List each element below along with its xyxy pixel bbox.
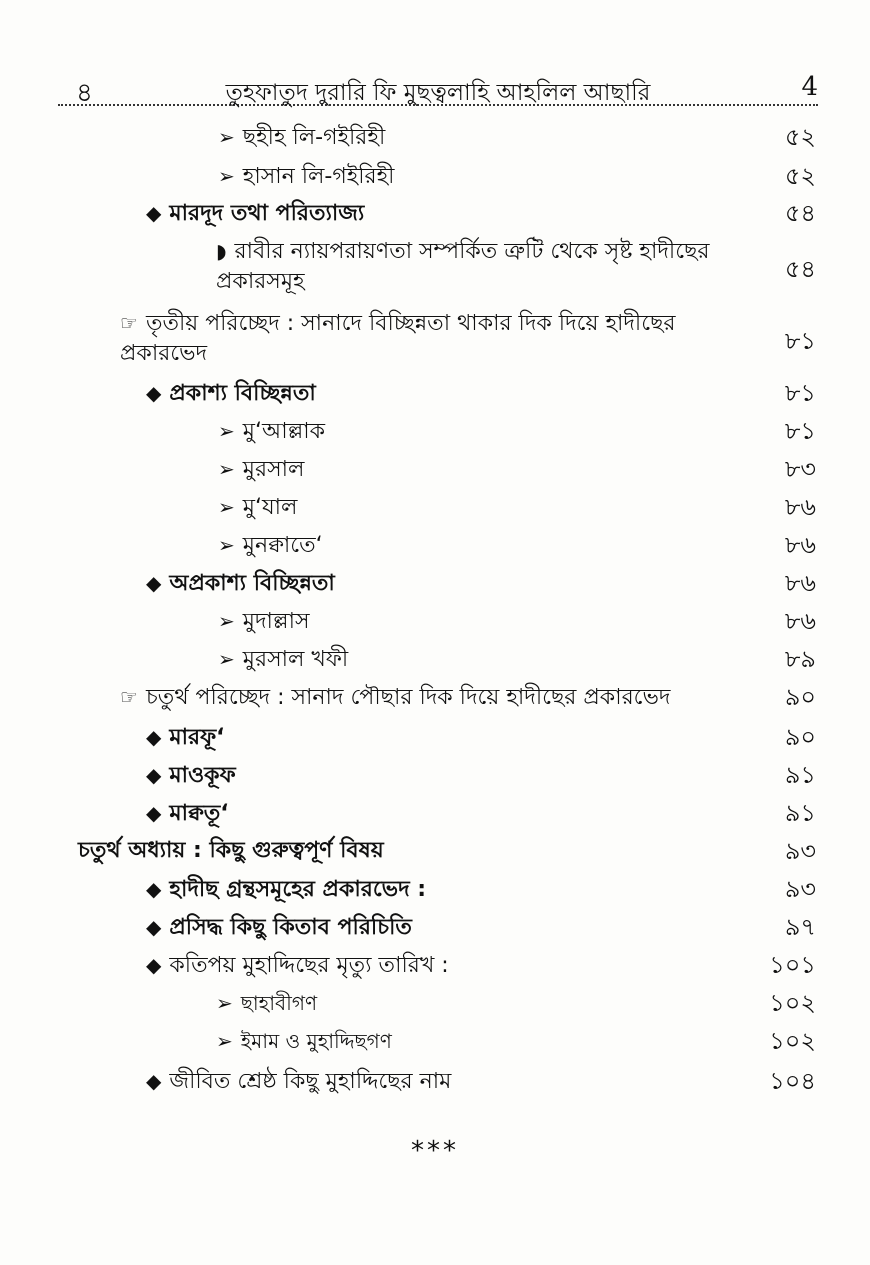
arrow-icon: ➢ xyxy=(218,419,235,443)
diamond-icon: ◆ xyxy=(146,953,162,977)
toc-page-number: ৯০ xyxy=(784,683,816,711)
toc-entry-text: ছাহাবীগণ xyxy=(240,991,318,1015)
diamond-icon: ◆ xyxy=(146,381,162,405)
toc-page-number: ৮৬ xyxy=(784,569,816,597)
diamond-icon: ◆ xyxy=(146,801,162,825)
diamond-icon: ◆ xyxy=(146,1069,162,1093)
toc-page-number: ৮৬ xyxy=(784,493,816,521)
toc-entry-text: মুরসাল খফী xyxy=(242,647,349,672)
toc-page-number: ৮৯ xyxy=(784,645,816,673)
hand-icon: ☞ xyxy=(120,685,138,709)
toc-page-number: ৮১ xyxy=(784,379,816,407)
diamond-icon: ◆ xyxy=(146,915,162,939)
toc-entry-text: অপ্রকাশ্য বিচ্ছিন্নতা xyxy=(169,571,335,596)
page-number-bengali: ৪ xyxy=(76,78,93,108)
arrow-icon: ➢ xyxy=(218,125,235,149)
toc-entry-text: মাওকূফ xyxy=(169,763,236,788)
arrow-icon: ➢ xyxy=(218,495,235,519)
toc-page-number: ৫৪ xyxy=(784,199,816,227)
arrow-icon: ➢ xyxy=(216,991,233,1015)
toc-page-number: ৮১ xyxy=(784,327,816,355)
toc-page-number: ১০২ xyxy=(769,989,816,1017)
toc-page-number: ৯৩ xyxy=(784,875,816,903)
arrow-icon: ➢ xyxy=(218,609,235,633)
toc-entry-text: তৃতীয় পরিচ্ছেদ : সানাদে বিচ্ছিন্নতা থাকার দিক দিয়ে হাদীছের প্রকারভেদ xyxy=(120,311,676,366)
arrow-icon: ➢ xyxy=(216,1029,233,1053)
diamond-icon: ◆ xyxy=(146,725,162,749)
diamond-icon: ◆ xyxy=(146,877,162,901)
toc-entry-text: ইমাম ও মুহাদ্দিছগণ xyxy=(240,1029,392,1053)
toc-entry-text: হাদীছ গ্রন্থসমূহের প্রকারভেদ : xyxy=(169,877,427,902)
toc-entry-text: মাক্বতূ‘ xyxy=(169,801,229,826)
toc-page-number: ৯১ xyxy=(784,799,816,827)
running-title: তুহফাতুদ দুরারি ফি মুছত্বলাহি আহলিল আছারি xyxy=(225,80,651,106)
hand-icon: ☞ xyxy=(120,311,138,335)
toc-entry-text: ছহীহ লি-গইরিহী xyxy=(242,125,386,150)
toc-page-number: ৯১ xyxy=(784,761,816,789)
toc-entry-text: চতুর্থ পরিচ্ছেদ : সানাদ পৌছার দিক দিয়ে হাদীছের প্রকারভেদ xyxy=(145,685,671,710)
toc-page-number: ১০১ xyxy=(769,951,816,979)
arrow-icon: ➢ xyxy=(218,533,235,557)
toc-entry-text: মারফূ‘ xyxy=(169,725,225,750)
arrow-icon: ➢ xyxy=(218,164,235,188)
toc-page-number: ৫২ xyxy=(784,162,816,190)
page-number-latin: 4 xyxy=(801,72,818,102)
diamond-icon: ◆ xyxy=(146,571,162,595)
toc-entry-text: মু‘আল্লাক xyxy=(242,419,326,444)
toc-entry-text: রাবীর ন্যায়পরায়ণতা সম্পর্কিত ত্রুটি থেকে সৃষ্ট হাদীছের প্রকারসমূহ xyxy=(216,239,710,294)
toc-entry-text: মারদূদ তথা পরিত্যাজ্য xyxy=(169,201,365,226)
diamond-icon: ◆ xyxy=(146,763,162,787)
toc-entry-text: কতিপয় মুহাদ্দিছের মৃত্যু তারিখ : xyxy=(169,953,449,978)
toc-page-number: ১০৪ xyxy=(769,1067,816,1095)
toc-entry-text: প্রসিদ্ধ কিছু কিতাব পরিচিতি xyxy=(169,915,412,940)
toc-page-number: ৮৬ xyxy=(784,607,816,635)
toc-page-number: ৫৪ xyxy=(784,255,816,283)
toc-page-number: ৫২ xyxy=(784,123,816,151)
end-ornament: *** xyxy=(411,1136,459,1166)
toc-page-number: ৯৩ xyxy=(784,837,816,865)
toc-entry-text: মুরসাল xyxy=(242,457,305,482)
toc-entry-text: মু‘যাল xyxy=(242,495,298,520)
arrow-icon: ➢ xyxy=(218,647,235,671)
toc-entry-text: মুনক্বাতে‘ xyxy=(242,533,323,558)
half-circle-icon: ◗ xyxy=(216,239,227,263)
toc-entry-text: হাসান লি-গইরিহী xyxy=(242,164,395,189)
toc-entry-text: মুদাল্লাস xyxy=(242,609,310,634)
page-header xyxy=(58,70,818,106)
toc-page-number: ৮৬ xyxy=(784,531,816,559)
toc-entry-text: প্রকাশ্য বিচ্ছিন্নতা xyxy=(169,381,316,406)
toc-page-number: ৯৭ xyxy=(784,913,816,941)
toc-entry-text: জীবিত শ্রেষ্ঠ কিছু মুহাদ্দিছের নাম xyxy=(169,1069,452,1094)
diamond-icon: ◆ xyxy=(146,201,162,225)
toc-entry-text: চতুর্থ অধ্যায় : কিছু গুরুত্বপূর্ণ বিষয় xyxy=(78,838,384,863)
toc-page-number: ৮৩ xyxy=(784,455,816,483)
arrow-icon: ➢ xyxy=(218,457,235,481)
toc-page-number: ৮১ xyxy=(784,417,816,445)
toc-page-number: ১০২ xyxy=(769,1027,816,1055)
toc-page-number: ৯০ xyxy=(784,723,816,751)
